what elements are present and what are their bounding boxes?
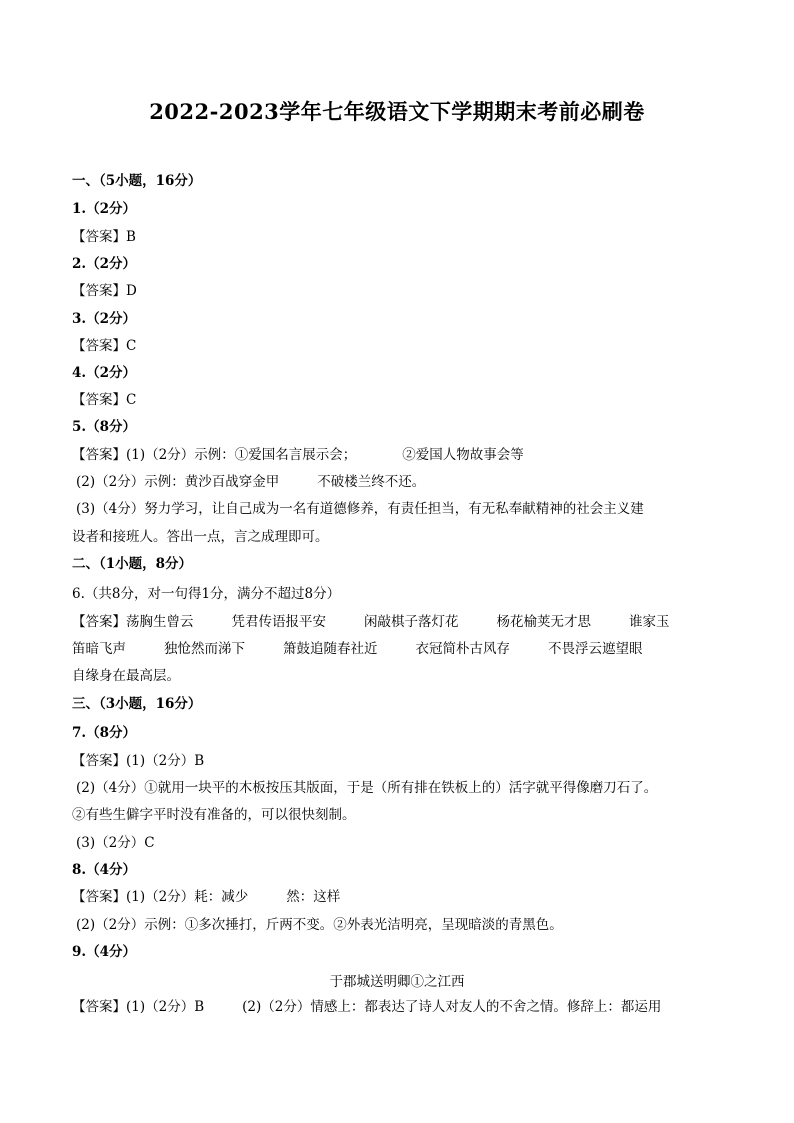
section-heading-1: 一、（5小题，16分） (72, 173, 202, 189)
question-1: 1.（2分） (72, 201, 136, 217)
answer-5-part-3: (3)（4分）努力学习，让自己成为一名有道德修养，有责任担当，有无私奉献精神的社会主义建 (76, 501, 644, 517)
section-heading-3: 三、（3小题，16分） (72, 696, 202, 712)
answer-6-item: 箫鼓追随春社近 (283, 641, 378, 657)
answer-6-item: 闲敲棋子落灯花 (364, 614, 459, 630)
answer-3: 【答案】C (72, 338, 137, 354)
question-6: 6.（共8分，对一句得1分，满分不超过8分） (72, 586, 341, 602)
answer-6-item: 杨花榆荚无才思 (496, 614, 591, 630)
answer-6-row-1 (72, 613, 670, 631)
answer-8-part-1-a: 【答案】(1)（2分）耗：减少 (72, 889, 249, 905)
answer-5-part-1-a: 【答案】(1)（2分）示例：①爱国名言展示会； (72, 447, 357, 463)
answer-8-part-1-b: 然：这样 (286, 889, 341, 905)
answer-6-item: 衣冠简朴古风存 (415, 641, 510, 657)
question-7: 7.（8分） (72, 725, 136, 741)
answer-6-item: 谁家玉 (629, 614, 670, 630)
answer-6-row-2 (72, 640, 643, 658)
answer-7-part-2: (2)（4分）①就用一块平的木板按压其版面，于是（所有排在铁板上的）活字就平得像磨刀石了。 (76, 780, 658, 796)
question-9: 9.（4分） (72, 944, 136, 960)
question-2: 2.（2分） (72, 256, 136, 272)
answer-1: 【答案】B (72, 229, 136, 245)
answer-5-part-2-a: (2)（2分）示例：黄沙百战穿金甲 (76, 474, 280, 490)
answer-8-part-1 (72, 888, 340, 906)
answer-6-row-3: 自缘身在最高层。 (72, 668, 180, 684)
answer-9 (72, 998, 661, 1016)
answer-4: 【答案】C (72, 392, 137, 408)
answer-6-item: 独怆然而涕下 (164, 641, 245, 657)
answer-5-part-3-continued: 设者和接班人。答出一点，言之成理即可。 (72, 529, 329, 545)
answer-9-part-2: (2)（2分）情感上：都表达了诗人对友人的不舍之情。修辞上：都运用 (242, 999, 662, 1015)
answer-7-part-3: (3)（2分）C (76, 835, 155, 851)
answer-6-item: 凭君传语报平安 (231, 614, 326, 630)
answer-7-part-1: 【答案】(1)（2分）B (72, 753, 205, 769)
answer-6-item: 不畏浮云遮望眼 (548, 641, 643, 657)
answer-6-item: 【答案】荡胸生曾云 (72, 614, 194, 630)
answer-5-part-1 (72, 446, 524, 464)
answer-8-part-2: (2)（2分）示例：①多次捶打，斤两不变。②外表光洁明亮，呈现暗淡的青黑色。 (76, 917, 563, 933)
answer-5-part-1-b: ②爱国人物故事会等 (402, 447, 524, 463)
section-heading-2: 二、（1小题，8分） (72, 556, 193, 572)
answer-2: 【答案】D (72, 283, 137, 299)
poem-title: 于郡城送明卿①之江西 (329, 974, 465, 990)
answer-5-part-2-b: 不破楼兰终不还。 (317, 474, 426, 490)
question-4: 4.（2分） (72, 365, 136, 381)
question-5: 5.（8分） (72, 419, 136, 435)
answer-5-part-2 (76, 473, 425, 491)
answer-9-part-1: 【答案】(1)（2分）B (72, 999, 205, 1015)
answer-6-item: 笛暗飞声 (72, 641, 126, 657)
page-title: 2022-2023学年七年级语文下学期期末考前必刷卷 (149, 99, 645, 124)
question-3: 3.（2分） (72, 311, 136, 327)
answer-7-part-2-continued: ②有些生僻字平时没有准备的，可以很快刻制。 (72, 807, 356, 823)
question-8: 8.（4分） (72, 862, 136, 878)
